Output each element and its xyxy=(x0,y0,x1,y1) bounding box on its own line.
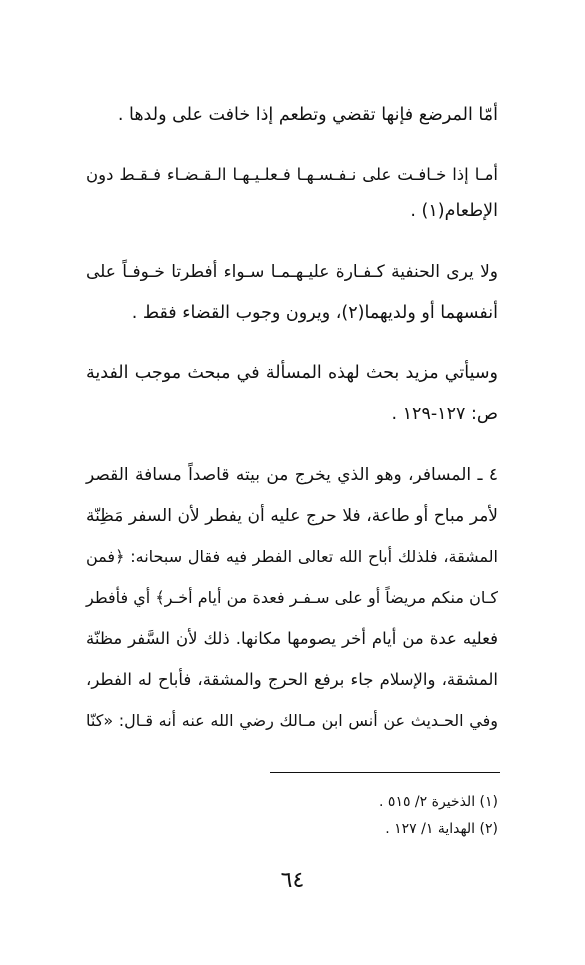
page-number: ٦٤ xyxy=(280,868,305,893)
paragraph-1-line-1: أمّا المرضع فإنها تقضي وتطعم إذا خافت على ولدها . xyxy=(117,105,498,125)
paragraph-3-line-1: ولا يرى الحنفية كـفـارة عليـهـمـا سـواء أفطرتا خـوفـاً على xyxy=(86,262,498,282)
footnote-1: (١) الذخيرة ٢/ ٥١٥ . xyxy=(379,794,498,810)
paragraph-3-line-2: أنفسهما أو ولديهما(٢)، ويرون وجوب القضاء فقط . xyxy=(131,303,498,323)
paragraph-5-line-4: كـان منكم مريضاً أو على سـفـر فعدة من أيام أخـر﴾ أي فأفطر xyxy=(86,588,498,607)
paragraph-2-line-1: أمـا إذا خـافـت على نـفـسـهـا فـعلـيـهـا الـقـضـاء فـقـط دون xyxy=(86,165,498,184)
paragraph-2-line-2: الإطعام(١) . xyxy=(410,201,498,221)
paragraph-5-line-5: فعليه عدة من أيام أخر يصومها مكانها. ذلك لأن السَّفر مظنّة xyxy=(86,629,498,648)
paragraph-4-line-2: ص: ١٢٧-١٢٩ . xyxy=(391,404,498,424)
paragraph-5-line-6: المشقة، والإسلام جاء برفع الحرج والمشقة، فأباح له الفطر، xyxy=(86,670,498,689)
paragraph-5-line-3: المشقة، فلذلك أباح الله تعالى الفطر فيه فقال سبحانه: ﴿فمن xyxy=(86,547,498,566)
paragraph-4-line-1: وسيأتي مزيد بحث لهذه المسألة في مبحث موجب الفدية xyxy=(86,363,498,383)
footnote-separator xyxy=(270,772,500,773)
footnote-2: (٢) الهداية ١/ ١٢٧ . xyxy=(385,821,498,837)
paragraph-5-line-7: وفي الحـديث عن أنس ابن مـالك رضي الله عنه أنه قـال: «كنّا xyxy=(86,711,498,730)
paragraph-5-line-1: ٤ ـ المسافر، وهو الذي يخرج من بيته قاصداً مسافة القصر xyxy=(86,465,498,485)
paragraph-5-line-2: لأمر مباح أو طاعة، فلا حرج عليه أن يفطر لأن السفر مَظِنّة xyxy=(86,506,498,526)
